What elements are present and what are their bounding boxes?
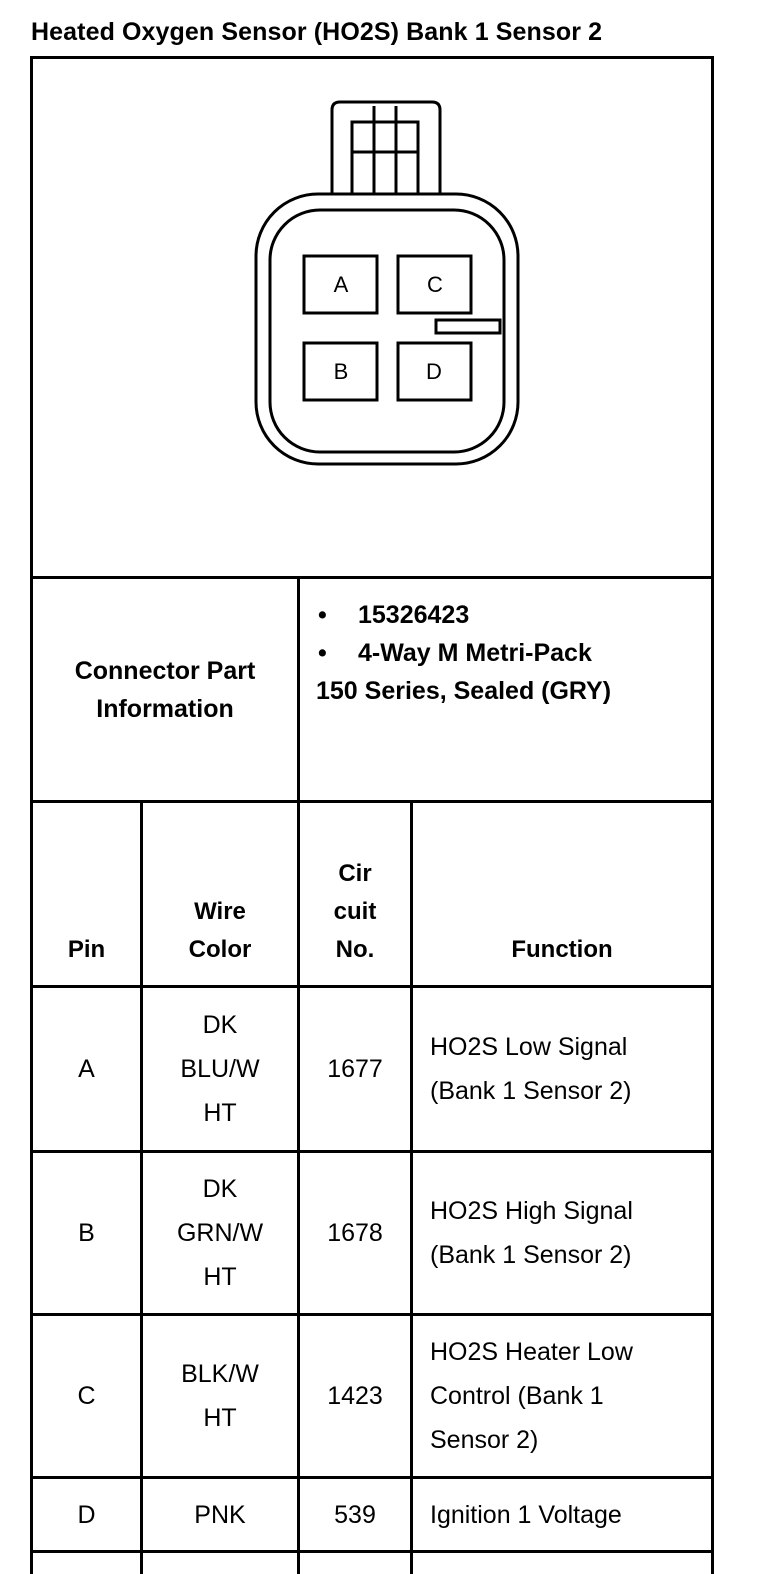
- pin-value: C: [77, 1382, 96, 1410]
- cell-wire-color: [143, 1316, 297, 1476]
- connector-series: 150 Series, Sealed (GRY): [316, 677, 612, 705]
- divider-row-d-bottom: [31, 1550, 714, 1553]
- part-info-bullet-1: [316, 596, 611, 634]
- cell-circuit: [300, 1316, 410, 1476]
- connector-type: 4-Way M Metri-Pack: [358, 639, 592, 667]
- connector-latch: [332, 102, 440, 196]
- bullet-icon: •: [318, 601, 327, 629]
- cell-pin: [33, 988, 140, 1150]
- header-wire-color-line1: Wire: [194, 898, 246, 925]
- polarization-key: [436, 320, 500, 333]
- part-info-label-line2: Information: [96, 694, 234, 723]
- wire-color-line: HT: [203, 1263, 237, 1291]
- cell-circuit: [300, 1153, 410, 1313]
- header-function: [413, 803, 711, 985]
- header-pin-text: Pin: [67, 936, 106, 963]
- part-number: 15326423: [358, 601, 470, 629]
- function-line: Control (Bank 1: [430, 1382, 604, 1410]
- wire-color-line: DK: [202, 1175, 238, 1203]
- pin-label-d: D: [426, 358, 442, 384]
- cell-wire-color: [143, 988, 297, 1150]
- pin-value: D: [77, 1500, 96, 1529]
- cell-function: [413, 1153, 711, 1313]
- cell-circuit: [300, 1479, 410, 1550]
- cell-wire-color: [143, 1479, 297, 1550]
- pin-value: A: [78, 1055, 95, 1083]
- header-wire-color-line2: Color: [188, 936, 252, 963]
- cell-function: [413, 1479, 711, 1550]
- header-wire-color: [143, 803, 297, 985]
- header-circuit-line2: cuit: [333, 898, 377, 925]
- part-info-label: [33, 579, 297, 800]
- function-line: (Bank 1 Sensor 2): [430, 1077, 632, 1105]
- divider-info-column: [297, 576, 300, 803]
- cell-circuit: [300, 988, 410, 1150]
- function-line: HO2S Low Signal: [430, 1033, 628, 1061]
- connector-diagram: [0, 0, 768, 580]
- cell-function: [413, 1316, 711, 1476]
- header-pin: [33, 803, 140, 985]
- function-line: Sensor 2): [430, 1426, 539, 1454]
- wire-color-line: BLK/W: [181, 1360, 259, 1388]
- function-line: Ignition 1 Voltage: [430, 1500, 622, 1529]
- pin-label-b: B: [333, 358, 349, 384]
- header-function-text: Function: [511, 936, 613, 963]
- part-info-label-line1: Connector Part: [74, 656, 256, 685]
- circuit-value: 539: [334, 1500, 376, 1529]
- pin-value: B: [78, 1219, 95, 1247]
- wire-color-line: HT: [203, 1404, 237, 1432]
- pin-label-c: C: [427, 271, 443, 297]
- function-line: HO2S High Signal: [430, 1197, 633, 1225]
- header-circuit: [300, 803, 410, 985]
- bullet-icon: •: [318, 639, 327, 667]
- function-line: HO2S Heater Low: [430, 1338, 633, 1366]
- cell-pin: [33, 1153, 140, 1313]
- header-circuit-line1: Cir: [338, 860, 372, 887]
- function-line: (Bank 1 Sensor 2): [430, 1241, 632, 1269]
- circuit-value: 1678: [327, 1219, 383, 1247]
- wire-color-line: DK: [202, 1011, 238, 1039]
- part-info-bullet-2: [316, 634, 611, 672]
- cell-pin: [33, 1316, 140, 1476]
- wire-color-line: GRN/W: [176, 1219, 264, 1247]
- circuit-value: 1423: [327, 1382, 383, 1410]
- page-title: Heated Oxygen Sensor (HO2S) Bank 1 Sensor 2: [31, 18, 603, 46]
- wire-color-line: HT: [203, 1099, 237, 1127]
- latch-tab: [352, 122, 418, 196]
- header-circuit-line3: No.: [335, 936, 375, 963]
- cell-function: [413, 988, 711, 1150]
- circuit-value: 1677: [327, 1055, 383, 1083]
- cell-pin: [33, 1479, 140, 1550]
- wire-color-line: BLU/W: [180, 1055, 260, 1083]
- cell-wire-color: [143, 1153, 297, 1313]
- part-info-list: [316, 596, 611, 710]
- wire-color-line: PNK: [194, 1500, 246, 1529]
- pin-label-a: A: [333, 271, 349, 297]
